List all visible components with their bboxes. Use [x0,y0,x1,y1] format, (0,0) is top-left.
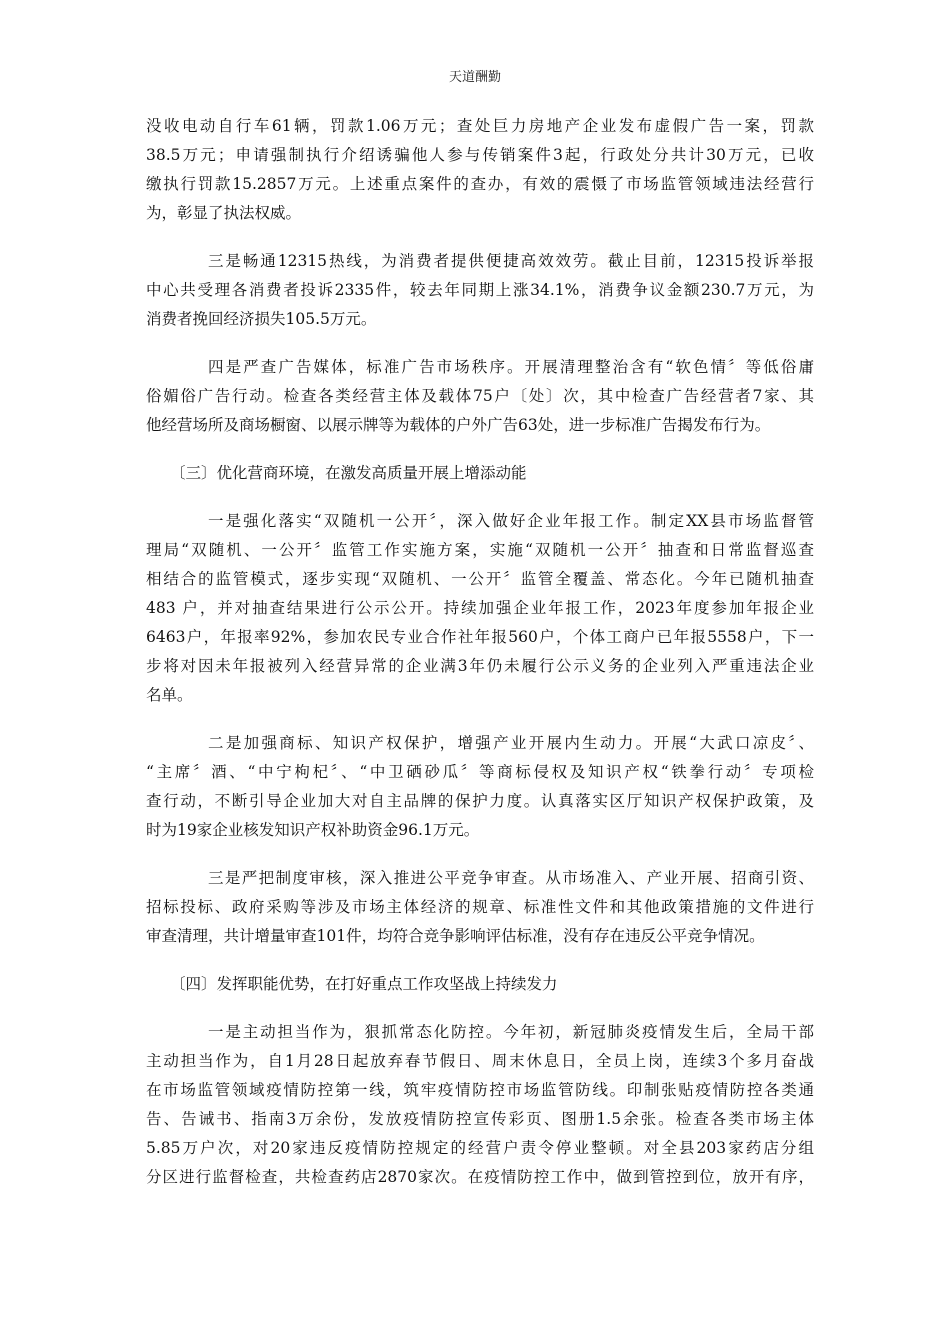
document-body [146,112,814,1211]
text-line: 分区进行监督检查，共检查药店2870家次。在疫情防控工作中，做到管控到位，放开有序， [146,1168,814,1186]
paragraph-12315-hotline [146,247,814,334]
text-line: 消费者挽回经济损失105.5万元。 [146,310,377,328]
text-line: 一是主动担当作为，狠抓常态化防控。今年初，新冠肺炎疫情发生后，全局干部 [208,1023,814,1041]
text-line: 告、告诫书、指南3万余份，发放疫情防控宣传彩页、图册1.5余张。检查各类市场主体 [146,1110,814,1128]
heading-text: 〔三〕优化营商环境，在激发高质量开展上增添动能 [170,464,527,482]
paragraph-epidemic-control [146,1018,814,1192]
text-line: 没收电动自行车61辆，罚款1.06万元；查处巨力房地产企业发布虚假广告一案，罚款 [146,117,814,135]
text-line: 审查清理，共计增量审查101件，均符合竞争影响评估标准，没有存在违反公平竞争情况。 [146,927,765,945]
text-line: 三是严把制度审核，深入推进公平竞争审查。从市场准入、产业开展、招商引资、 [208,869,814,887]
section-heading-4 [146,970,814,999]
heading-text: 〔四〕发挥职能优势，在打好重点工作攻坚战上持续发力 [170,975,558,993]
header-title: 天道酬勤 [448,70,501,85]
text-line: 他经营场所及商场橱窗、以展示牌等为载体的户外广告63处，进一步标准广告揭发布行为。 [146,416,771,434]
text-line: 步将对因未年报被列入经营异常的企业满3年仍未履行公示义务的企业列入严重违法企业 [146,657,814,675]
text-line: 二是加强商标、知识产权保护，增强产业开展内生动力。开展“大武口凉皮〞、 [208,734,814,752]
paragraph-double-random [146,507,814,710]
text-line: 38.5万元；申请强制执行介绍诱骗他人参与传销案件3起，行政处分共计30万元，已收 [146,146,814,164]
text-line: 三是畅通12315热线，为消费者提供便捷高效效劳。截止目前，12315投诉举报 [208,252,814,270]
page-header [0,66,950,85]
text-line: 5.85万户次，对20家违反疫情防控规定的经营户责令停业整顿。对全县203家药店分组 [146,1139,814,1157]
paragraph-trademark [146,729,814,845]
text-line: 主动担当作为，自1月28日起放弃春节假日、周末休息日，全员上岗，连续3个多月奋战 [146,1052,814,1070]
text-line: 时为19家企业核发知识产权补助资金96.1万元。 [146,821,480,839]
text-line: 6463户，年报率92%，参加农民专业合作社年报560户，个体工商户已年报5558户，下一 [146,628,814,646]
text-line: 查行动，不断引导企业加大对自主品牌的保护力度。认真落实区厅知识产权保护政策，及 [146,792,814,810]
paragraph-advertising [146,353,814,440]
text-line: 483 户，并对抽查结果进行公示公开。持续加强企业年报工作，2023年度参加年报企业 [146,599,814,617]
paragraph-continuation [146,112,814,228]
text-line: 四是严查广告媒体，标准广告市场秩序。开展清理整治含有“软色情〞等低俗庸 [208,358,814,376]
text-line: 理局“双随机、一公开〞监管工作实施方案，实施“双随机一公开〞抽查和日常监督巡查 [146,541,814,559]
text-line: 一是强化落实“双随机一公开〞，深入做好企业年报工作。制定XX县市场监督管 [208,512,814,530]
paragraph-fair-competition [146,864,814,951]
text-line: “主席〞酒、“中宁枸杞〞、“中卫硒砂瓜〞等商标侵权及知识产权“铁拳行动〞专项检 [146,763,814,781]
text-line: 在市场监管领域疫情防控第一线，筑牢疫情防控市场监管防线。印制张贴疫情防控各类通 [146,1081,814,1099]
text-line: 中心共受理各消费者投诉2335件，较去年同期上涨34.1%，消费争议金额230.7万元，为 [146,281,814,299]
text-line: 俗媚俗广告行动。检查各类经营主体及载体75户〔处〕次，其中检查广告经营者7家、其 [146,387,814,405]
text-line: 为，彰显了执法权威。 [146,204,302,222]
text-line: 相结合的监管模式，逐步实现“双随机、一公开〞监管全覆盖、常态化。今年已随机抽查 [146,570,814,588]
section-heading-3 [146,459,814,488]
text-line: 招标投标、政府采购等涉及市场主体经济的规章、标准性文件和其他政策措施的文件进行 [146,898,814,916]
text-line: 名单。 [146,686,193,704]
text-line: 缴执行罚款15.2857万元。上述重点案件的查办，有效的震慑了市场监管领域违法经营行 [146,175,814,193]
